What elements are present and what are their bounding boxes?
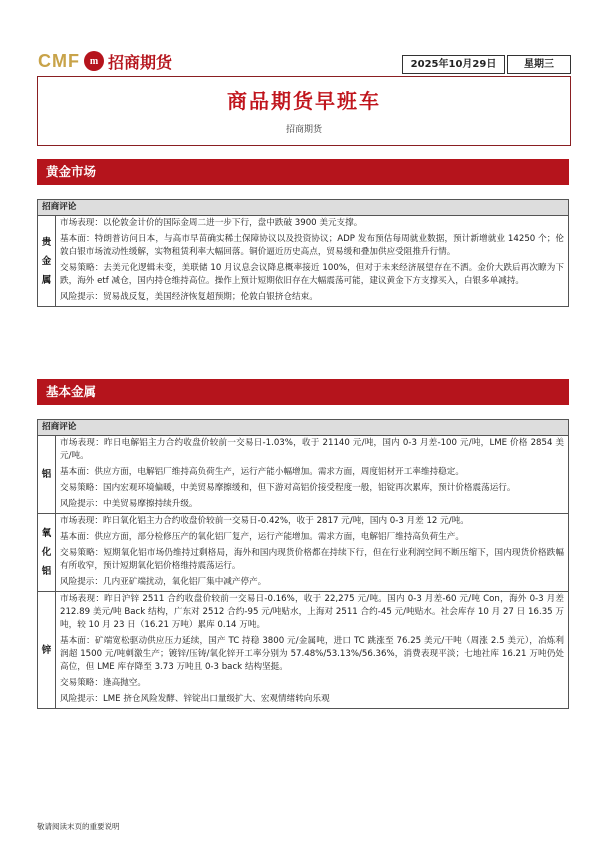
brand-name: 招商期货: [108, 52, 173, 72]
table-header: 招商评论: [38, 420, 569, 436]
trading-strategy: 交易策略：短期氧化铝市场仍维持过剩格局，海外和国内现货价格都在持续下行，但在行业利润空间不断压缩下，国内现货价格跌幅有所收窄，预计短期氧化铝价格维持震荡运行。: [60, 548, 564, 571]
page-subtitle: 招商期货: [285, 125, 322, 135]
commentary-cell: [56, 514, 569, 592]
market-performance: 市场表现：昨日氧化铝主力合约收盘价较前一交易日-0.42%，收于 2817 元/吨，国内 0-3 月差 12 元/吨。: [60, 516, 469, 526]
risk-warning: 风险提示：贸易战反复，美国经济恢复超预期；伦敦白银挤仓结束。: [60, 292, 318, 302]
logo-badge-icon: m: [84, 51, 104, 71]
trading-strategy: 交易策略：逢高抛空。: [60, 678, 146, 688]
footer-note: 敬请阅读末页的重要说明: [37, 822, 120, 831]
report-weekday: 星期三: [507, 55, 571, 74]
risk-warning: 风险提示：几内亚矿端扰动，氧化铝厂集中减产停产。: [60, 577, 267, 587]
category-cell: 铝: [38, 436, 56, 514]
market-performance: 市场表现：昨日电解铝主力合约收盘价较前一交易日-1.03%，收于 21140 元/吨，国内 0-3 月差-100 元/吨，LME 价格 2854 美元/吨。: [60, 438, 564, 461]
title-box: [37, 76, 571, 146]
fundamentals: 基本面：特朗普访问日本，与高市早苗确实稀土保障协议以及投资协议；ADP 发布预估每周就业数据，预计新增就业 14250 个；伦敦白银市场流动性缓解，实物租赁利率大幅回落。铜价逼近历史高点，贸易缓和叠加供应受阻推升行情。: [60, 234, 564, 257]
table-row: [38, 216, 569, 307]
risk-warning: 风险提示：中美贸易摩擦持续升级。: [60, 499, 198, 509]
commentary-cell: [56, 216, 569, 307]
fundamentals: 基本面：供应方面，电解铝厂维持高负荷生产，运行产能小幅增加。需求方面，周度铝材开工率维持稳定。: [60, 467, 464, 477]
commentary-cell: [56, 436, 569, 514]
trading-strategy: 交易策略：去美元化逻辑未变，美联储 10 月议息会议降息概率接近 100%，但对于未来经济展望存在不洒。金价大跌后再次瞭为下跌，海外 etf 减仓，国内持仓维持高位。操作上预计短期依旧存在大幅震荡可能，建议黄金下方支撑买入，白银多单减持。: [60, 263, 564, 286]
table-row: [38, 436, 569, 514]
table-row: [38, 592, 569, 709]
page-title: 商品期货早班车: [227, 89, 381, 113]
base-metals-commentary-table: [37, 419, 569, 709]
logo-text: CMF: [38, 50, 80, 71]
category-cell: 贵金属: [38, 216, 56, 307]
gold-commentary-table: [37, 199, 569, 307]
risk-warning: 风险提示：LME 挤仓风险发酵、锌锭出口量级扩大、宏观情绪转向乐观: [60, 694, 330, 704]
fundamentals: 基本面：矿端宽松驱动供应压力延续，国产 TC 持稳 3800 元/金属吨，进口 TC 跳涨至 76.25 美元/干吨（周涨 2.5 美元），冶炼利润超 1500 元/吨刺激生产；镀锌/压铸/氧化锌开工率分别为 57.48%/53.13%/56.36%，消费表现平淡；七地社库 16.21 万吨仍处高位，但 LME 库存降至 3.73 万吨且 0-3 back 结构坚挺。: [60, 636, 564, 672]
commentary-cell: [56, 592, 569, 709]
brand-logo: [38, 49, 172, 73]
table-row: [38, 514, 569, 592]
market-performance: 市场表现：以伦敦金计价的国际金周二进一步下行，盘中跌破 3900 美元支撑。: [60, 218, 363, 228]
trading-strategy: 交易策略：国内宏观环境偏暖，中美贸易摩擦缓和，但下游对高铝价接受程度一般，铝锭再次累库，预计价格震荡运行。: [60, 483, 516, 493]
category-cell: 锌: [38, 592, 56, 709]
fundamentals: 基本面：供应方面，部分检修压产的氧化铝厂复产，运行产能增加。需求方面，电解铝厂维持高负荷生产。: [60, 532, 464, 542]
section-heading-gold: 黄金市场: [37, 159, 569, 185]
category-cell: 氧化铝: [38, 514, 56, 592]
market-performance: 市场表现：昨日沪锌 2511 合约收盘价较前一交易日-0.16%，收于 22,275 元/吨。国内 0-3 月差-60 元/吨 Con，海外 0-3 月差 212.89 美元/吨 Back 结构，广东对 2512 合约-95 元/吨贴水，上海对 2511 合约-45 元/吨贴水。社会库存 10 月 27 日 16.35 万吨，较 10 月 23 日（16.21 万吨）累库 0.14 万吨。: [60, 594, 564, 630]
section-heading-base-metals: 基本金属: [37, 379, 569, 405]
table-header: 招商评论: [38, 200, 569, 216]
report-date: 2025年10月29日: [402, 55, 505, 74]
